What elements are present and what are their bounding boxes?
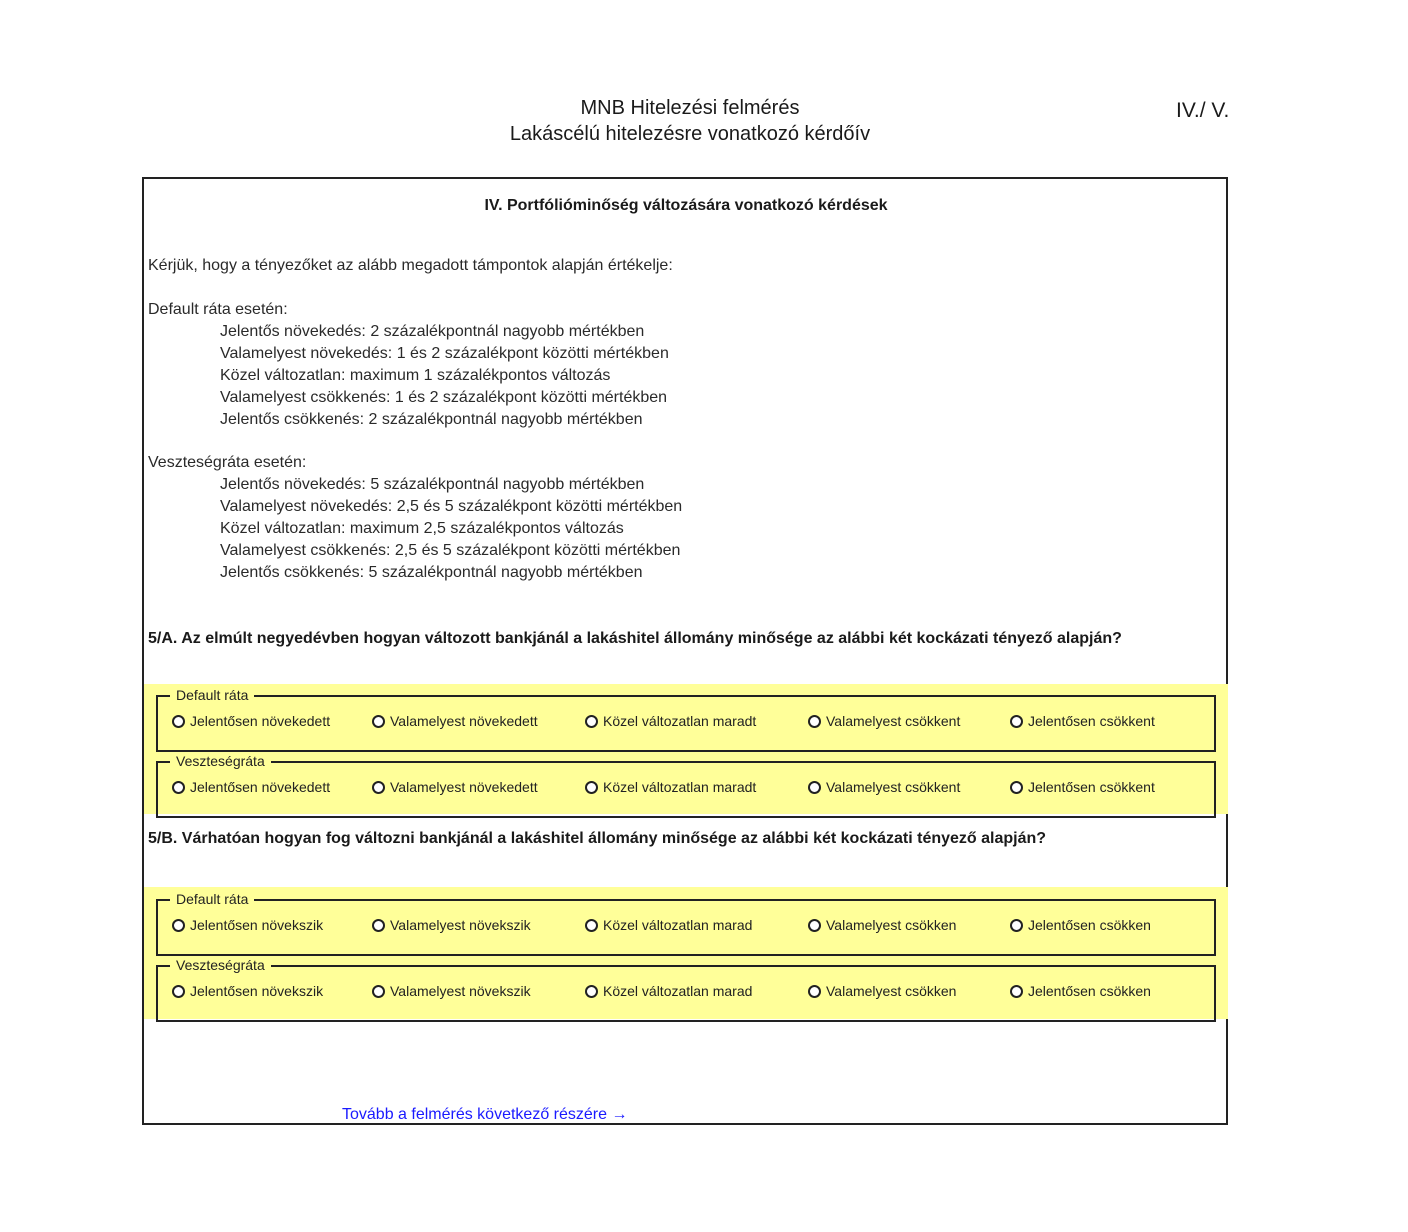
radio-option[interactable]: Jelentősen növekszik [172,917,323,933]
radio-button[interactable] [372,715,385,728]
question-5b-answers [144,887,1228,1019]
next-section-link[interactable]: Tovább a felmérés következő részére → [342,1106,628,1123]
radio-option[interactable]: Valamelyest növekedett [372,713,538,729]
survey-title: MNB Hitelezési felmérés [580,97,800,119]
radio-button[interactable] [172,781,185,794]
radio-button[interactable] [585,781,598,794]
survey-subtitle: Lakáscélú hitelezésre vonatkozó kérdőív [509,123,871,145]
radio-button[interactable] [1010,715,1023,728]
radio-option[interactable]: Valamelyest növekszik [372,917,531,933]
radio-button[interactable] [172,985,185,998]
question-5b: 5/B. Várhatóan hogyan fog változni bankjánál a lakáshitel állomány minősége az alábbi két kockázati tényező alapján? [148,830,1047,847]
radio-button[interactable] [1010,781,1023,794]
default-rate-item: Jelentős csökkenés: 2 százalékpontnál nagyobb mértékben [220,411,643,428]
radio-option[interactable]: Valamelyest csökkent [808,779,960,795]
question-5a: 5/A. Az elmúlt negyedévben hogyan változott bankjánál a lakáshitel állomány minősége az alábbi két kockázati tényező alapján? [148,630,1122,647]
loss-rate-item: Jelentős növekedés: 5 százalékpontnál nagyobb mértékben [220,476,645,493]
default-rate-heading: Default ráta esetén: [148,301,288,318]
section-title: IV. Portfólióminőség változására vonatkozó kérdések [484,197,888,214]
radio-option[interactable]: Jelentősen csökkent [1010,779,1155,795]
group-legend: Default ráta [170,687,254,703]
radio-option[interactable]: Jelentősen csökken [1010,917,1151,933]
group-legend: Veszteségráta [170,957,271,973]
radio-button[interactable] [808,919,821,932]
radio-option[interactable]: Valamelyest csökken [808,917,956,933]
radio-group-loss-rate [156,957,1216,1022]
page-number: IV./ V. [1176,99,1230,122]
radio-button[interactable] [808,985,821,998]
loss-rate-heading: Veszteségráta esetén: [148,454,307,471]
radio-group-default-rate [156,687,1216,752]
radio-option[interactable]: Jelentősen növekszik [172,983,323,999]
loss-rate-item: Jelentős csökkenés: 5 százalékpontnál nagyobb mértékben [220,564,643,581]
radio-option[interactable]: Jelentősen csökkent [1010,713,1155,729]
group-legend: Veszteségráta [170,753,271,769]
radio-option[interactable]: Valamelyest csökkent [808,713,960,729]
radio-button[interactable] [372,985,385,998]
radio-button[interactable] [808,781,821,794]
radio-option[interactable]: Jelentősen csökken [1010,983,1151,999]
radio-option[interactable]: Jelentősen növekedett [172,779,330,795]
radio-button[interactable] [172,715,185,728]
question-5a-answers [144,684,1228,814]
default-rate-item: Valamelyest növekedés: 1 és 2 százalékpont közötti mértékben [220,345,669,362]
radio-option[interactable]: Valamelyest csökken [808,983,956,999]
radio-option[interactable]: Közel változatlan marad [585,917,752,933]
radio-option[interactable]: Valamelyest növekszik [372,983,531,999]
radio-button[interactable] [372,781,385,794]
radio-button[interactable] [372,919,385,932]
questionnaire-panel [142,177,1228,1125]
default-rate-item: Jelentős növekedés: 2 százalékpontnál nagyobb mértékben [220,323,645,340]
radio-option[interactable]: Valamelyest növekedett [372,779,538,795]
default-rate-item: Közel változatlan: maximum 1 százalékpontos változás [220,367,611,384]
intro-text: Kérjük, hogy a tényezőket az alább megadott támpontok alapján értékelje: [148,257,673,274]
radio-button[interactable] [172,919,185,932]
loss-rate-item: Valamelyest növekedés: 2,5 és 5 százalékpont közötti mértékben [220,498,683,515]
loss-rate-item: Valamelyest csökkenés: 2,5 és 5 százalékpont közötti mértékben [220,542,681,559]
radio-button[interactable] [585,985,598,998]
radio-group-default-rate [156,891,1216,956]
radio-button[interactable] [585,919,598,932]
radio-group-loss-rate [156,753,1216,818]
radio-option[interactable]: Jelentősen növekedett [172,713,330,729]
group-legend: Default ráta [170,891,254,907]
default-rate-item: Valamelyest csökkenés: 1 és 2 százalékpont közötti mértékben [220,389,668,406]
radio-option[interactable]: Közel változatlan marad [585,983,752,999]
radio-option[interactable]: Közel változatlan maradt [585,713,756,729]
radio-button[interactable] [1010,985,1023,998]
radio-button[interactable] [1010,919,1023,932]
radio-button[interactable] [808,715,821,728]
radio-option[interactable]: Közel változatlan maradt [585,779,756,795]
radio-button[interactable] [585,715,598,728]
loss-rate-item: Közel változatlan: maximum 2,5 százalékpontos változás [220,520,624,537]
